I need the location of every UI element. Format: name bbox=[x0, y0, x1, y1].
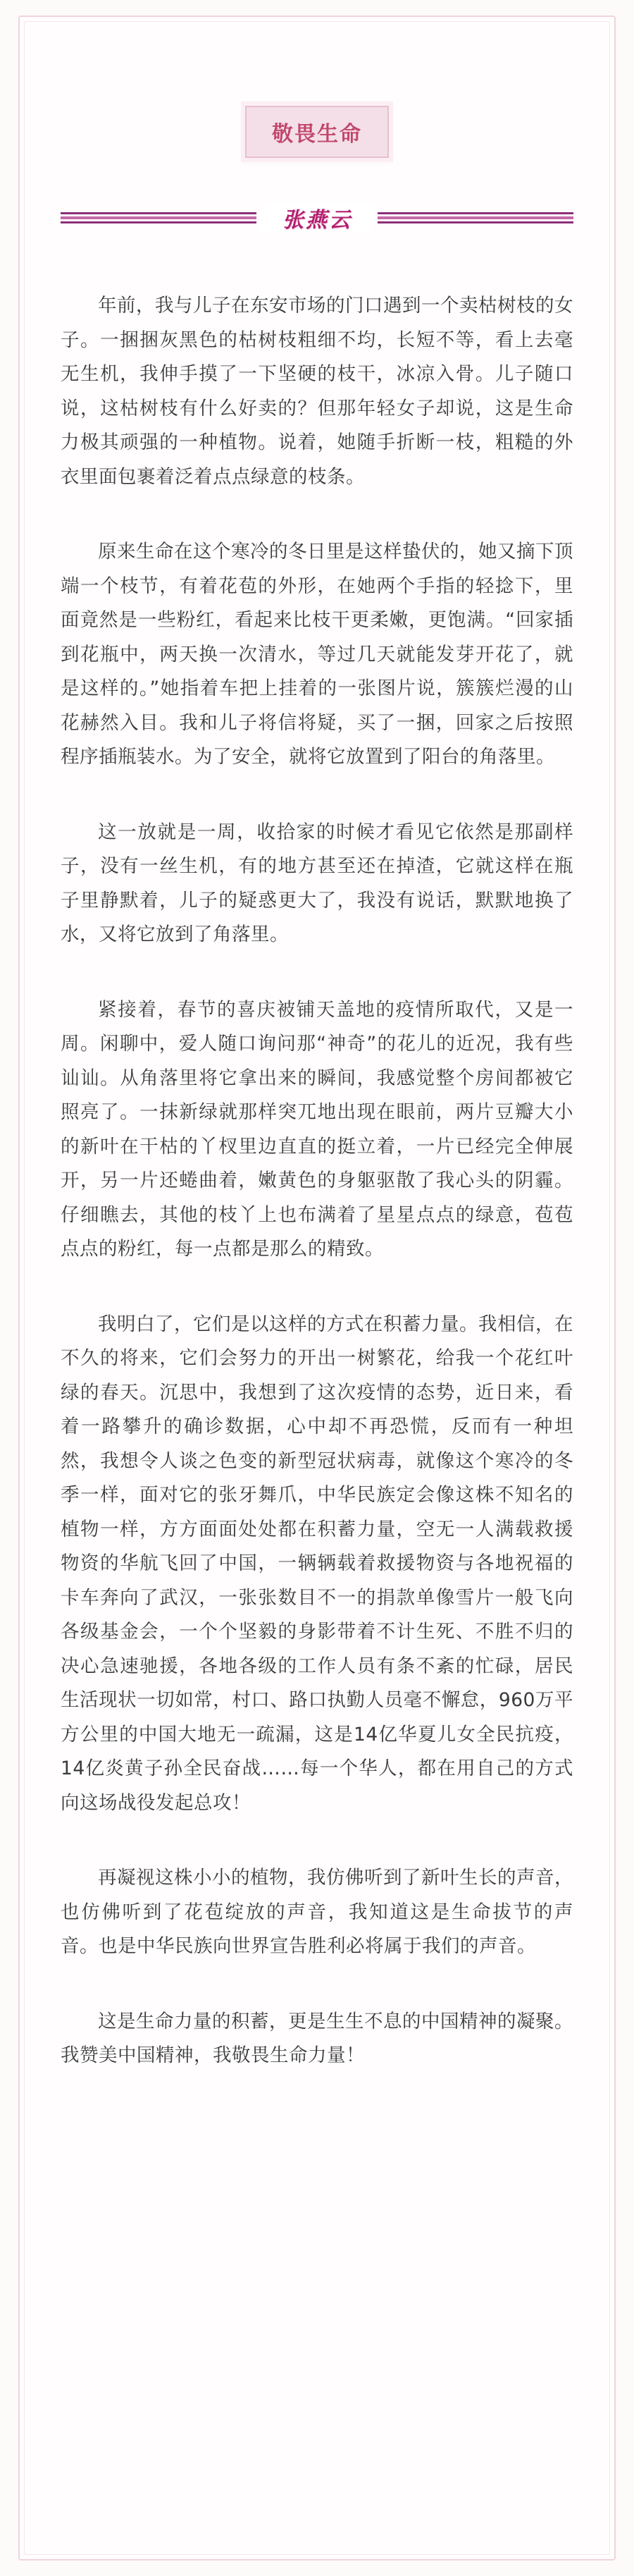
paragraph-2: 原来生命在这个寒冷的冬日里是这样蛰伏的，她又摘下顶端一个枝节，有着花苞的外形，在她两个手指的轻捻下，里面竟然是一些粉红，看起来比枝干更柔嫩，更饱满。“回家插到花瓶中，两天换一次清水，等过几天就能发芽开花了，就是这样的。”她指着车把上挂着的一张图片说，簇簇烂漫的山花赫然入目。我和儿子将信将疑，买了一捆，回家之后按照程序插瓶装水。为了安全，就将它放置到了阳台的角落里。 bbox=[61, 541, 573, 768]
paragraph-1: 年前，我与儿子在东安市场的门口遇到一个卖枯树枝的女子。一捆捆灰黑色的枯树枝粗细不均，长短不等，看上去毫无生机，我伸手摸了一下坚硬的枝干，冰凉入骨。儿子随口说，这枯树枝有什么好卖的？但那年轻女子却说，这是生命力极其顽强的一种植物。说着，她随手折断一枝，粗糙的外衣里面包裹着泛着点点绿意的枝条。 bbox=[61, 295, 573, 488]
author-name: 张燕云 bbox=[282, 208, 352, 233]
article-body bbox=[61, 289, 573, 2114]
page-title: 敬畏生命 bbox=[272, 122, 362, 147]
paragraph-4: 紧接着，春节的喜庆被铺天盖地的疫情所取代，又是一周。闲聊中，爱人随口询问那“神奇”的花儿的近况，我有些讪讪。从角落里将它拿出来的瞬间，我感觉整个房间都被它照亮了。一抹新绿就那样突兀地出现在眼前，两片豆瓣大小的新叶在干枯的丫杈里边直直的挺立着，一片已经完全伸展开，另一片还蜷曲着，嫩黄色的身躯驱散了我心头的阴霾。仔细瞧去，其他的枝丫上也布满着了星星点点的绿意，苞苞点点的粉红，每一点都是那么的精致。 bbox=[61, 998, 573, 1260]
left-divider bbox=[61, 212, 256, 223]
paragraph-5: 我明白了，它们是以这样的方式在积蓄力量。我相信，在不久的将来，它们会努力的开出一树繁花，给我一个花红叶绿的春天。沉思中，我想到了这次疫情的态势，近日来，看着一路攀升的确诊数据，心中却不再恐慌，反而有一种坦然，我想令人谈之色变的新型冠状病毒，就像这个寒冷的冬季一样，面对它的张牙舞爪，中华民族定会像这株不知名的植物一样，方方面面处处都在积蓄力量，空无一人满载救援物资的华航飞回了中国，一辆辆载着救援物资与各地祝福的卡车奔向了武汉，一张张数目不一的捐款单像雪片一般飞向各级基金会，一个个坚毅的身影带着不计生死、不胜不归的决心急速驰援，各地各级的工作人员有条不紊的忙碌，居民生活现状一切如常，村口、路口执勤人员毫不懈怠，960万平方公里的中国大地无一疏漏，这是14亿华夏儿女全民抗疫，14亿炎黄子孙全民奋战……每一个华人，都在用自己的方式向这场战役发起总攻！ bbox=[61, 1313, 573, 1814]
paragraph-3: 这一放就是一周，收拾家的时候才看见它依然是那副样子，没有一丝生机，有的地方甚至还在掉渣，它就这样在瓶子里静默着，儿子的疑惑更大了，我没有说话，默默地换了水，又将它放到了角落里。 bbox=[61, 821, 573, 945]
paragraph-6: 再凝视这株小小的植物，我仿佛听到了新叶生长的声音，也仿佛听到了花苞绽放的声音，我知道这是生命拔节的声音。也是中华民族向世界宣告胜利必将属于我们的声音。 bbox=[61, 1867, 573, 1957]
title-container bbox=[0, 106, 634, 158]
paragraph-7: 这是生命力量的积蓄，更是生生不息的中国精神的凝聚。我赞美中国精神，我敬畏生命力量！ bbox=[61, 2010, 573, 2066]
author-badge bbox=[257, 202, 376, 233]
right-divider bbox=[378, 212, 573, 223]
author-row bbox=[61, 200, 573, 235]
title-box bbox=[245, 106, 389, 158]
